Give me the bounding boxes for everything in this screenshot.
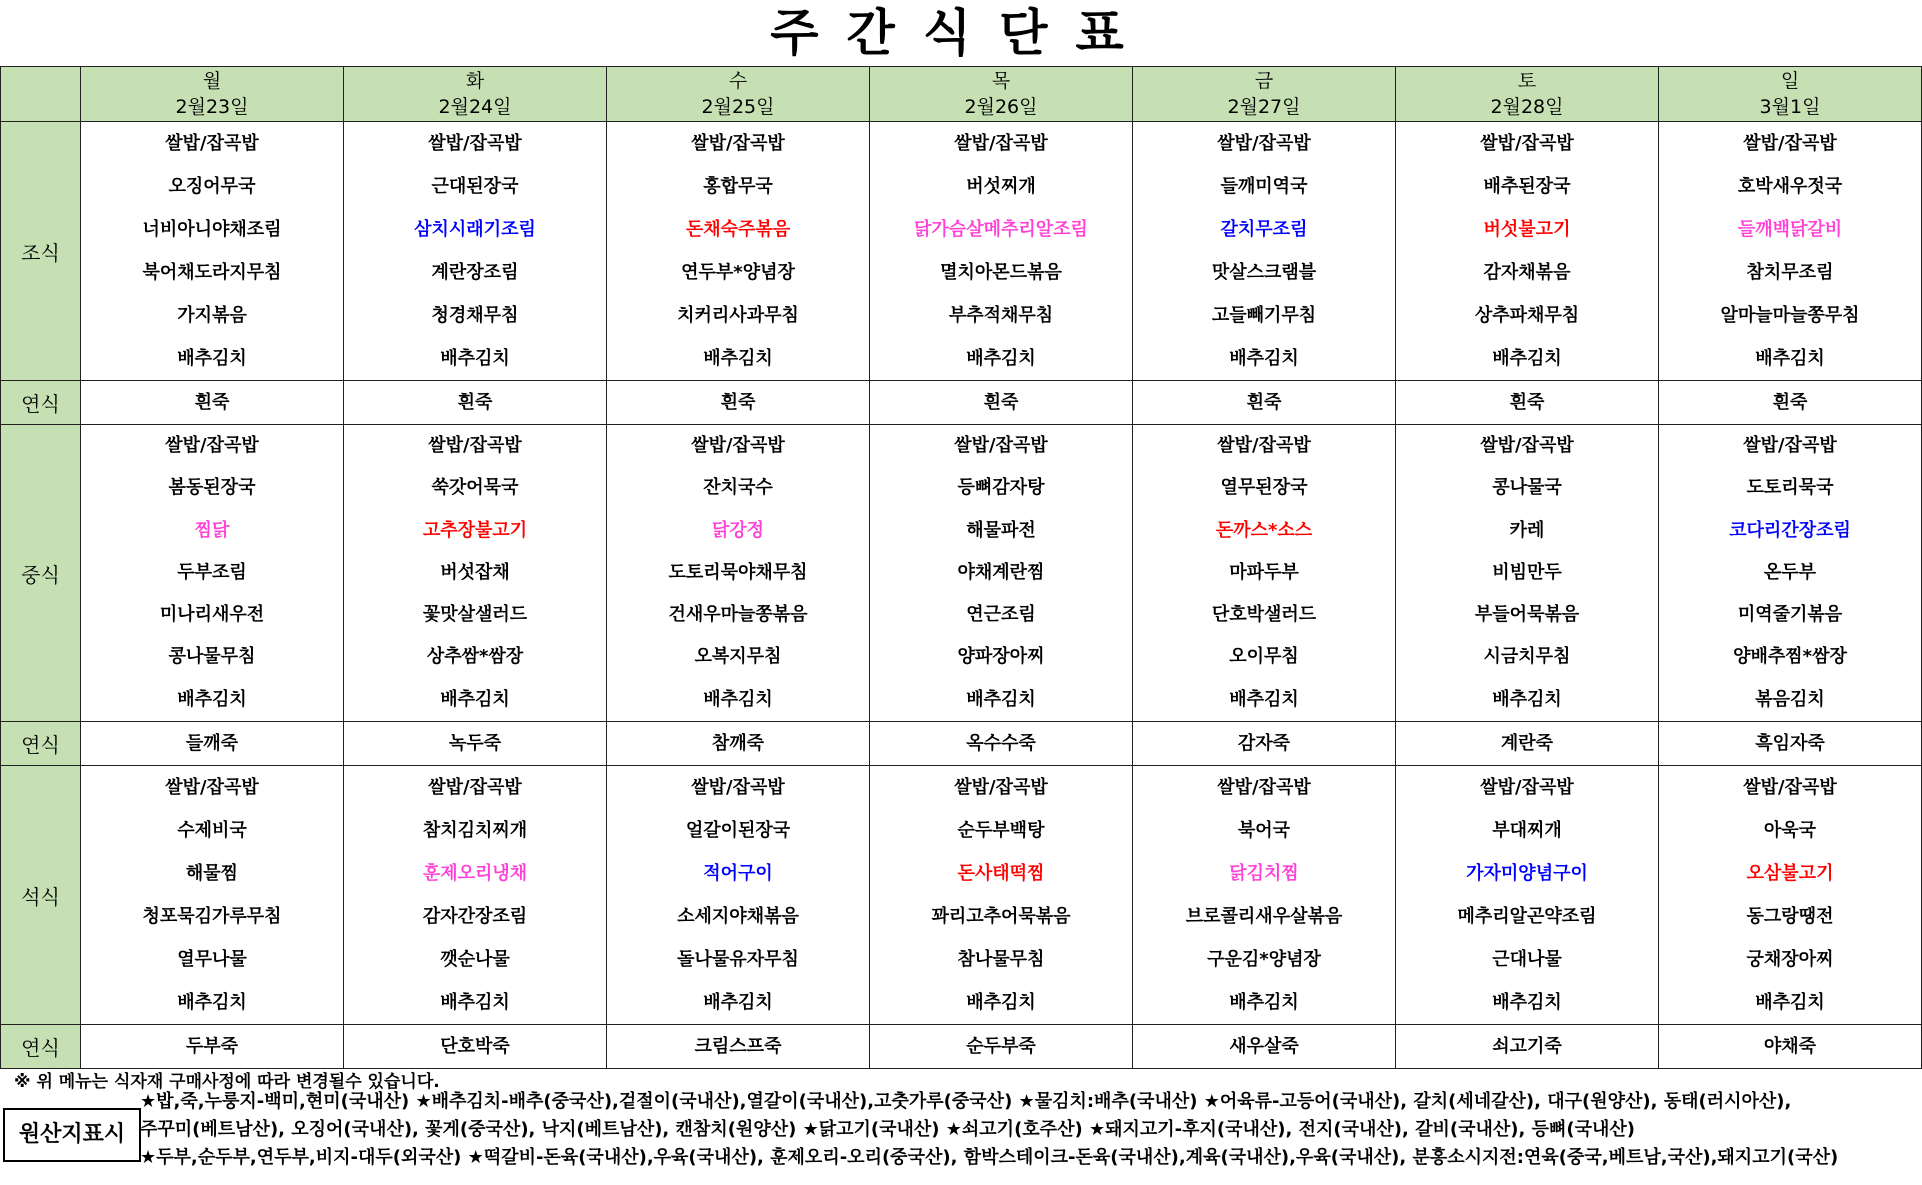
meal-label-breakfast: 조식 <box>1 122 81 381</box>
menu-item: 연근조림 <box>966 604 1036 626</box>
day-name: 금 <box>1254 70 1274 92</box>
menu-item: 닭가슴살메추리알조림 <box>914 219 1088 240</box>
menu-item: 배추김치 <box>1229 992 1299 1014</box>
snack-item: 흰죽 <box>720 392 756 413</box>
menu-item: 쌀밥/잡곡밥 <box>1743 133 1837 154</box>
snack-cell <box>1659 1025 1922 1069</box>
menu-item: 근대된장국 <box>431 176 519 197</box>
day-name: 토 <box>1517 70 1537 92</box>
menu-item: 감자채볶음 <box>1483 262 1571 283</box>
menu-item: 배추김치 <box>966 688 1036 710</box>
menu-item: 카레 <box>1509 519 1545 541</box>
menu-item: 미나리새우전 <box>159 604 265 626</box>
day-date: 2월23일 <box>175 96 249 118</box>
menu-item: 쌀밥/잡곡밥 <box>428 777 522 799</box>
snack-cell <box>1659 381 1922 425</box>
menu-item: 청포묵김가루무침 <box>142 906 282 928</box>
day-header-row <box>1 67 1922 122</box>
day-name: 일 <box>1780 70 1800 92</box>
menu-item: 가지볶음 <box>177 305 247 326</box>
menu-item: 근대나물 <box>1492 949 1562 971</box>
origin-line: ★두부,순두부,연두부,비지-대두(외국산) ★떡갈비-돈육(국내산),우육(국내산), 훈제오리-오리(중국산), 함박스테이크-돈육(국내산),계육(국내산),우육(국내산), 분홍소시지전:연육(중국,베트남,국산),돼지고기(국산) <box>140 1147 1839 1168</box>
header-corner <box>1 67 81 122</box>
origin-line: ★밥,죽,누룽지-백미,현미(국내산) ★배추김치-배추(중국산),겉절이(국내산),열갈이(국내산),고춧가루(중국산) ★물김치:배추(국내산) ★어육류-고등어(국내산), 갈치(세네갈산), 대구(원양산), 동태(러시아산), <box>140 1091 1792 1112</box>
breakfast-cell <box>1133 122 1396 381</box>
menu-item: 쌀밥/잡곡밥 <box>1480 435 1574 456</box>
menu-item: 배추김치 <box>1755 992 1825 1014</box>
day-header <box>1396 67 1659 122</box>
snack-item: 들깨죽 <box>185 733 239 755</box>
menu-item: 해물파전 <box>966 519 1036 541</box>
day-header <box>344 67 607 122</box>
snack-item: 두부죽 <box>185 1036 239 1058</box>
menu-item: 얼갈이된장국 <box>685 820 791 842</box>
day-name: 화 <box>465 70 485 92</box>
menu-item: 도토리묵국 <box>1746 477 1834 499</box>
origin-info <box>140 1088 1920 1172</box>
snack-item: 참깨죽 <box>711 733 765 755</box>
snack-item: 계란죽 <box>1500 733 1554 755</box>
day-name: 목 <box>991 70 1011 92</box>
snack-cell <box>81 722 344 766</box>
snack-item: 흑임자죽 <box>1755 733 1825 755</box>
snack-row-3 <box>1 1025 1922 1069</box>
day-header <box>1659 67 1922 122</box>
menu-item: 쌀밥/잡곡밥 <box>1743 777 1837 799</box>
menu-item: 쌀밥/잡곡밥 <box>1480 777 1574 799</box>
menu-item: 참치무조림 <box>1746 262 1834 283</box>
menu-item: 꽈리고추어묵볶음 <box>931 906 1071 928</box>
lunch-cell <box>1133 425 1396 722</box>
menu-item: 참치김치찌개 <box>422 820 528 842</box>
day-header <box>81 67 344 122</box>
menu-item: 돈사태떡찜 <box>957 863 1045 885</box>
menu-item: 깻순나물 <box>440 949 510 971</box>
lunch-cell <box>1659 425 1922 722</box>
snack-item: 옥수수죽 <box>966 733 1036 755</box>
page-title: 주간식단표 <box>770 4 1152 62</box>
snack-item: 흰죽 <box>983 392 1019 413</box>
snack-item: 감자죽 <box>1237 733 1291 755</box>
menu-item: 쌀밥/잡곡밥 <box>954 133 1048 154</box>
dinner-cell <box>607 766 870 1025</box>
menu-item: 쌀밥/잡곡밥 <box>428 133 522 154</box>
menu-item: 버섯잡채 <box>440 561 510 583</box>
origin-line: 주꾸미(베트남산), 오징어(국내산), 꽃게(중국산), 낙지(베트남산), 캔참치(원양산) ★닭고기(국내산) ★쇠고기(호주산) ★돼지고기-후지(국내산), 전지(국내산), 갈비(국내산), 등뼈(국내산) <box>140 1119 1635 1140</box>
menu-item: 치커리사과무침 <box>677 305 799 326</box>
menu-item: 단호박샐러드 <box>1211 604 1317 626</box>
menu-item: 닭강정 <box>711 519 765 541</box>
change-notice: ※ 위 메뉴는 식자재 구매사정에 따라 변경될수 있습니다. <box>14 1072 440 1092</box>
meal-label-snack: 연식 <box>1 722 81 766</box>
menu-item: 부들어묵볶음 <box>1474 604 1580 626</box>
day-name: 월 <box>202 70 222 92</box>
day-date: 3월1일 <box>1759 96 1821 118</box>
dinner-cell <box>1659 766 1922 1025</box>
lunch-cell <box>81 425 344 722</box>
menu-item: 등뼈감자탕 <box>957 477 1045 499</box>
menu-item: 미역줄기볶음 <box>1737 604 1843 626</box>
snack-item: 크림스프죽 <box>694 1036 782 1058</box>
snack-cell <box>607 381 870 425</box>
snack-cell <box>81 1025 344 1069</box>
menu-item: 배추김치 <box>177 348 247 369</box>
menu-item: 알마늘마늘쫑무침 <box>1720 305 1860 326</box>
breakfast-cell <box>1396 122 1659 381</box>
menu-item: 수제비국 <box>177 820 247 842</box>
day-header <box>870 67 1133 122</box>
snack-item: 쇠고기죽 <box>1492 1036 1562 1058</box>
menu-item: 쌀밥/잡곡밥 <box>165 435 259 456</box>
menu-item: 아욱국 <box>1763 820 1817 842</box>
snack-cell <box>870 381 1133 425</box>
menu-item: 찜닭 <box>194 519 230 541</box>
menu-item: 돈까스*소스 <box>1215 519 1313 541</box>
menu-item: 배추김치 <box>440 688 510 710</box>
menu-item: 감자간장조림 <box>422 906 528 928</box>
menu-item: 콩나물국 <box>1492 477 1562 499</box>
menu-item: 두부조림 <box>177 561 247 583</box>
lunch-cell <box>344 425 607 722</box>
snack-cell <box>1133 381 1396 425</box>
menu-item: 북어국 <box>1237 820 1291 842</box>
menu-item: 쌀밥/잡곡밥 <box>1480 133 1574 154</box>
menu-item: 멸치아몬드볶음 <box>940 262 1062 283</box>
origin-label: 원산지표시 <box>3 1108 141 1162</box>
meal-label-snack: 연식 <box>1 381 81 425</box>
menu-item: 배추된장국 <box>1483 176 1571 197</box>
menu-item: 봄동된장국 <box>168 477 256 499</box>
menu-item: 상추쌈*쌈장 <box>426 646 524 668</box>
menu-item: 들깨미역국 <box>1220 176 1308 197</box>
snack-item: 흰죽 <box>1509 392 1545 413</box>
menu-item: 계란장조림 <box>431 262 519 283</box>
menu-item: 양파장아찌 <box>957 646 1045 668</box>
menu-item: 쑥갓어묵국 <box>431 477 519 499</box>
menu-item: 청경채무침 <box>431 305 519 326</box>
menu-item: 쌀밥/잡곡밥 <box>165 777 259 799</box>
day-date: 2월26일 <box>964 96 1038 118</box>
menu-item: 배추김치 <box>966 348 1036 369</box>
menu-item: 배추김치 <box>177 688 247 710</box>
menu-item: 닭김치찜 <box>1229 863 1299 885</box>
menu-item: 꽃맛살샐러드 <box>422 604 528 626</box>
dinner-cell <box>1133 766 1396 1025</box>
meal-label-lunch: 중식 <box>1 425 81 722</box>
snack-row-1 <box>1 381 1922 425</box>
dinner-row <box>1 766 1922 1025</box>
snack-item: 순두부죽 <box>966 1036 1036 1058</box>
menu-item: 쌀밥/잡곡밥 <box>954 435 1048 456</box>
menu-item: 버섯불고기 <box>1483 219 1571 240</box>
day-date: 2월28일 <box>1490 96 1564 118</box>
menu-item: 북어채도라지무침 <box>142 262 282 283</box>
meal-label-snack: 연식 <box>1 1025 81 1069</box>
snack-cell <box>1396 1025 1659 1069</box>
dinner-cell <box>344 766 607 1025</box>
snack-cell <box>1133 722 1396 766</box>
menu-item: 부추적채무침 <box>948 305 1054 326</box>
menu-item: 쌀밥/잡곡밥 <box>691 435 785 456</box>
breakfast-row <box>1 122 1922 381</box>
menu-item: 잔치국수 <box>703 477 773 499</box>
lunch-row <box>1 425 1922 722</box>
menu-item: 배추김치 <box>966 992 1036 1014</box>
snack-item: 야채죽 <box>1763 1036 1817 1058</box>
snack-cell <box>344 381 607 425</box>
menu-item: 쌀밥/잡곡밥 <box>691 133 785 154</box>
snack-cell <box>607 722 870 766</box>
breakfast-cell <box>607 122 870 381</box>
menu-item: 맛살스크램블 <box>1211 262 1317 283</box>
dinner-cell <box>870 766 1133 1025</box>
menu-item: 소세지야채볶음 <box>677 906 799 928</box>
snack-item: 흰죽 <box>1246 392 1282 413</box>
snack-item: 단호박죽 <box>440 1036 510 1058</box>
day-header <box>1133 67 1396 122</box>
menu-item: 야채계란찜 <box>957 561 1045 583</box>
menu-item: 동그랑땡전 <box>1746 906 1834 928</box>
menu-item: 시금치무침 <box>1483 646 1571 668</box>
menu-item: 쌀밥/잡곡밥 <box>1217 435 1311 456</box>
menu-item: 열무된장국 <box>1220 477 1308 499</box>
menu-item: 메추리알곤약조림 <box>1457 906 1597 928</box>
day-date: 2월25일 <box>701 96 775 118</box>
lunch-cell <box>607 425 870 722</box>
menu-item: 너비아니야채조림 <box>142 219 282 240</box>
menu-item: 건새우마늘쫑볶음 <box>668 604 808 626</box>
menu-item: 배추김치 <box>703 348 773 369</box>
menu-item: 고들빼기무침 <box>1211 305 1317 326</box>
menu-item: 열무나물 <box>177 949 247 971</box>
snack-item: 흰죽 <box>457 392 493 413</box>
menu-item: 오삼불고기 <box>1746 863 1834 885</box>
snack-cell <box>870 1025 1133 1069</box>
menu-item: 코다리간장조림 <box>1729 519 1851 541</box>
menu-item: 버섯찌개 <box>966 176 1036 197</box>
menu-item: 마파두부 <box>1229 561 1299 583</box>
menu-item: 고추장불고기 <box>422 519 528 541</box>
snack-cell <box>1396 381 1659 425</box>
day-name: 수 <box>728 70 748 92</box>
snack-row-2 <box>1 722 1922 766</box>
snack-cell <box>344 722 607 766</box>
meal-label-dinner: 석식 <box>1 766 81 1025</box>
menu-item: 브로콜리새우살볶음 <box>1185 906 1343 928</box>
menu-item: 쌀밥/잡곡밥 <box>428 435 522 456</box>
menu-item: 배추김치 <box>1755 348 1825 369</box>
menu-item: 쌀밥/잡곡밥 <box>1743 435 1837 456</box>
menu-item: 양배추찜*쌈장 <box>1733 646 1847 668</box>
menu-item: 참나물무침 <box>957 949 1045 971</box>
menu-item: 가자미양념구이 <box>1466 863 1588 885</box>
menu-item: 호박새우젓국 <box>1737 176 1843 197</box>
menu-item: 배추김치 <box>440 992 510 1014</box>
breakfast-cell <box>870 122 1133 381</box>
menu-item: 배추김치 <box>1492 688 1562 710</box>
snack-cell <box>1396 722 1659 766</box>
menu-item: 적어구이 <box>703 863 773 885</box>
menu-item: 오복지무침 <box>694 646 782 668</box>
snack-cell <box>344 1025 607 1069</box>
day-date: 2월27일 <box>1227 96 1301 118</box>
snack-cell <box>1659 722 1922 766</box>
day-header <box>607 67 870 122</box>
breakfast-cell <box>344 122 607 381</box>
menu-item: 배추김치 <box>703 992 773 1014</box>
menu-item: 쌀밥/잡곡밥 <box>954 777 1048 799</box>
menu-item: 훈제오리냉채 <box>422 863 528 885</box>
menu-item: 배추김치 <box>1229 688 1299 710</box>
menu-item: 비빔만두 <box>1492 561 1562 583</box>
menu-item: 쌀밥/잡곡밥 <box>1217 133 1311 154</box>
snack-cell <box>1133 1025 1396 1069</box>
menu-item: 홍합무국 <box>703 176 773 197</box>
menu-item: 삼치시래기조림 <box>414 219 536 240</box>
dinner-cell <box>81 766 344 1025</box>
menu-item: 연두부*양념장 <box>681 262 795 283</box>
menu-item: 오이무침 <box>1229 646 1299 668</box>
menu-item: 배추김치 <box>703 688 773 710</box>
menu-item: 배추김치 <box>1492 348 1562 369</box>
menu-item: 상추파채무침 <box>1474 305 1580 326</box>
snack-cell <box>607 1025 870 1069</box>
snack-item: 새우살죽 <box>1229 1036 1299 1058</box>
menu-item: 오징어무국 <box>168 176 256 197</box>
menu-item: 배추김치 <box>1492 992 1562 1014</box>
lunch-cell <box>870 425 1133 722</box>
breakfast-cell <box>81 122 344 381</box>
snack-item: 녹두죽 <box>448 733 502 755</box>
menu-item: 갈치무조림 <box>1220 219 1308 240</box>
menu-item: 쌀밥/잡곡밥 <box>165 133 259 154</box>
menu-item: 돈채숙주볶음 <box>685 219 791 240</box>
snack-item: 흰죽 <box>194 392 230 413</box>
menu-item: 궁채장아찌 <box>1746 949 1834 971</box>
menu-item: 돌나물유자무침 <box>677 949 799 971</box>
menu-item: 콩나물무침 <box>168 646 256 668</box>
menu-item: 구운김*양념장 <box>1207 949 1321 971</box>
menu-item: 배추김치 <box>177 992 247 1014</box>
day-date: 2월24일 <box>438 96 512 118</box>
menu-item: 부대찌개 <box>1492 820 1562 842</box>
menu-item: 배추김치 <box>440 348 510 369</box>
snack-item: 흰죽 <box>1772 392 1808 413</box>
menu-item: 쌀밥/잡곡밥 <box>691 777 785 799</box>
snack-cell <box>81 381 344 425</box>
menu-item: 온두부 <box>1763 561 1817 583</box>
menu-item: 해물찜 <box>185 863 239 885</box>
snack-cell <box>870 722 1133 766</box>
menu-item: 볶음김치 <box>1755 688 1825 710</box>
breakfast-cell <box>1659 122 1922 381</box>
menu-item: 쌀밥/잡곡밥 <box>1217 777 1311 799</box>
menu-item: 배추김치 <box>1229 348 1299 369</box>
menu-item: 순두부백탕 <box>957 820 1045 842</box>
lunch-cell <box>1396 425 1659 722</box>
menu-table <box>0 66 1922 1069</box>
menu-item: 도토리묵야채무침 <box>668 561 808 583</box>
dinner-cell <box>1396 766 1659 1025</box>
menu-item: 들깨백닭갈비 <box>1737 219 1843 240</box>
